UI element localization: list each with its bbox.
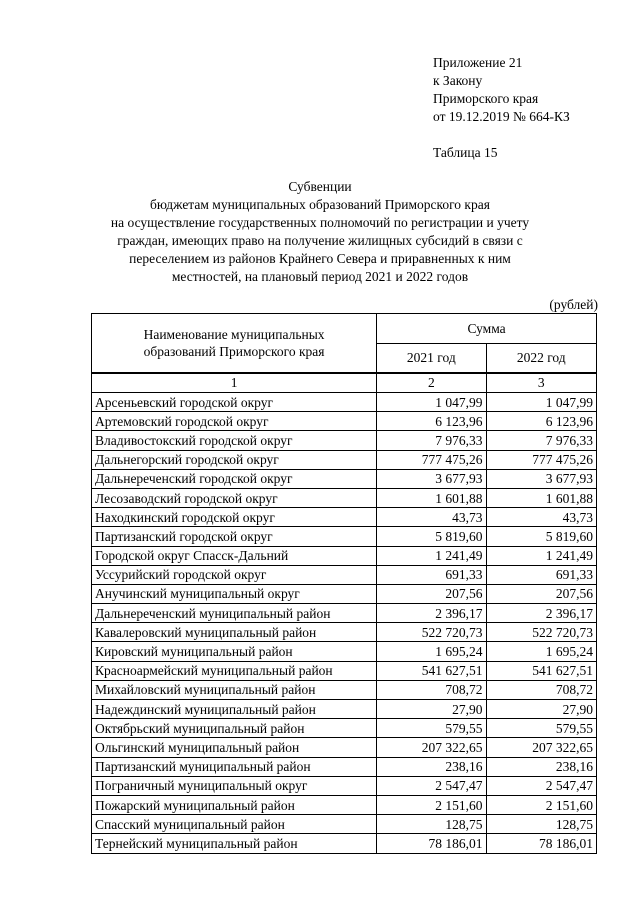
municipality-name-cell: Ольгинский муниципальный район xyxy=(92,738,377,757)
amount-2021-cell: 522 720,73 xyxy=(377,623,486,642)
amount-2021-cell: 43,73 xyxy=(377,508,486,527)
table-row xyxy=(92,565,597,584)
municipality-name-cell: Владивостокский городской округ xyxy=(92,431,377,450)
municipality-name-cell: Пограничный муниципальный округ xyxy=(92,776,377,795)
title-line-1: Субвенции xyxy=(288,179,352,194)
appendix-line-3: Приморского края xyxy=(433,91,539,106)
title-line-2: бюджетам муниципальных образований Приморского края xyxy=(150,197,490,212)
amount-2021-cell: 1 047,99 xyxy=(377,393,486,412)
amount-2022-cell: 5 819,60 xyxy=(486,527,596,546)
table-header xyxy=(92,314,597,374)
amount-2021-cell: 6 123,96 xyxy=(377,412,486,431)
table-row xyxy=(92,834,597,853)
title-line-3: на осуществление государственных полномочий по регистрации и учету xyxy=(110,215,530,230)
amount-2022-cell: 541 627,51 xyxy=(486,661,596,680)
header-sum-cell: Сумма xyxy=(377,314,597,344)
table-row xyxy=(92,680,597,699)
municipality-name-cell: Анучинский муниципальный округ xyxy=(92,584,377,603)
amount-2022-cell: 2 396,17 xyxy=(486,604,596,623)
municipality-name-cell: Дальнереченский муниципальный район xyxy=(92,604,377,623)
amount-2022-cell: 207 322,65 xyxy=(486,738,596,757)
amount-2021-cell: 777 475,26 xyxy=(377,450,486,469)
table-row xyxy=(92,431,597,450)
municipality-name-cell: Артемовский городской округ xyxy=(92,412,377,431)
amount-2021-cell: 207 322,65 xyxy=(377,738,486,757)
units-label: (рублей) xyxy=(549,297,598,312)
amount-2021-cell: 2 547,47 xyxy=(377,776,486,795)
amount-2022-cell: 128,75 xyxy=(486,815,596,834)
municipality-name-cell: Спасский муниципальный район xyxy=(92,815,377,834)
table-body xyxy=(92,393,597,854)
document-title xyxy=(60,178,580,286)
amount-2021-cell: 1 241,49 xyxy=(377,546,486,565)
amount-2021-cell: 1 695,24 xyxy=(377,642,486,661)
appendix-line-2: к Закону xyxy=(433,73,483,88)
column-number-1: 1 xyxy=(92,373,377,393)
column-numbers xyxy=(92,373,597,393)
amount-2022-cell: 777 475,26 xyxy=(486,450,596,469)
amount-2021-cell: 5 819,60 xyxy=(377,527,486,546)
amount-2021-cell: 579,55 xyxy=(377,719,486,738)
amount-2021-cell: 541 627,51 xyxy=(377,661,486,680)
amount-2021-cell: 2 396,17 xyxy=(377,604,486,623)
municipality-name-cell: Партизанский муниципальный район xyxy=(92,757,377,776)
municipality-name-cell: Красноармейский муниципальный район xyxy=(92,661,377,680)
header-year-2021: 2021 год xyxy=(377,344,486,374)
amount-2021-cell: 238,16 xyxy=(377,757,486,776)
table-row xyxy=(92,488,597,507)
column-number-3: 3 xyxy=(486,373,596,393)
municipality-name-cell: Пожарский муниципальный район xyxy=(92,795,377,814)
title-line-5: переселением из районов Крайнего Севера и приравненных к ним xyxy=(129,251,511,266)
amount-2021-cell: 27,90 xyxy=(377,700,486,719)
amount-2022-cell: 522 720,73 xyxy=(486,623,596,642)
amount-2022-cell: 207,56 xyxy=(486,584,596,603)
amount-2022-cell: 27,90 xyxy=(486,700,596,719)
municipality-name-cell: Октябрьский муниципальный район xyxy=(92,719,377,738)
table-row xyxy=(92,700,597,719)
table-row xyxy=(92,738,597,757)
municipality-name-cell: Уссурийский городской округ xyxy=(92,565,377,584)
table-row xyxy=(92,776,597,795)
table-row xyxy=(92,604,597,623)
column-number-2: 2 xyxy=(377,373,486,393)
municipality-name-cell: Тернейский муниципальный район xyxy=(92,834,377,853)
amount-2021-cell: 3 677,93 xyxy=(377,469,486,488)
table-row xyxy=(92,546,597,565)
appendix-block xyxy=(433,54,570,126)
header-row-1 xyxy=(92,314,597,344)
table-row xyxy=(92,719,597,738)
header-name-line-2: образований Приморского края xyxy=(143,344,325,359)
table-label: Таблица 15 xyxy=(433,145,498,160)
amount-2022-cell: 708,72 xyxy=(486,680,596,699)
municipality-name-cell: Арсеньевский городской округ xyxy=(92,393,377,412)
table-row xyxy=(92,393,597,412)
municipality-name-cell: Надеждинский муниципальный район xyxy=(92,700,377,719)
table-row xyxy=(92,527,597,546)
amount-2021-cell: 708,72 xyxy=(377,680,486,699)
table-row xyxy=(92,757,597,776)
municipality-name-cell: Кировский муниципальный район xyxy=(92,642,377,661)
amount-2021-cell: 1 601,88 xyxy=(377,488,486,507)
amount-2022-cell: 7 976,33 xyxy=(486,431,596,450)
municipality-name-cell: Городской округ Спасск-Дальний xyxy=(92,546,377,565)
amount-2022-cell: 1 695,24 xyxy=(486,642,596,661)
table-row xyxy=(92,642,597,661)
table-row xyxy=(92,795,597,814)
amount-2022-cell: 691,33 xyxy=(486,565,596,584)
amount-2022-cell: 6 123,96 xyxy=(486,412,596,431)
title-line-4: граждан, имеющих право на получение жилищных субсидий в связи с xyxy=(117,233,523,248)
amount-2022-cell: 78 186,01 xyxy=(486,834,596,853)
amount-2021-cell: 207,56 xyxy=(377,584,486,603)
municipality-name-cell: Кавалеровский муниципальный район xyxy=(92,623,377,642)
amount-2021-cell: 7 976,33 xyxy=(377,431,486,450)
amount-2022-cell: 2 547,47 xyxy=(486,776,596,795)
amount-2021-cell: 691,33 xyxy=(377,565,486,584)
amount-2022-cell: 1 047,99 xyxy=(486,393,596,412)
table-row xyxy=(92,508,597,527)
amount-2021-cell: 128,75 xyxy=(377,815,486,834)
header-name-line-1: Наименование муниципальных xyxy=(143,327,325,342)
table-row xyxy=(92,661,597,680)
amount-2022-cell: 3 677,93 xyxy=(486,469,596,488)
amount-2022-cell: 2 151,60 xyxy=(486,795,596,814)
appendix-line-1: Приложение 21 xyxy=(433,55,523,70)
subsidy-table xyxy=(91,313,597,854)
header-year-2022: 2022 год xyxy=(486,344,596,374)
municipality-name-cell: Михайловский муниципальный район xyxy=(92,680,377,699)
municipality-name-cell: Дальнереченский городской округ xyxy=(92,469,377,488)
amount-2022-cell: 43,73 xyxy=(486,508,596,527)
table-row xyxy=(92,815,597,834)
municipality-name-cell: Находкинский городской округ xyxy=(92,508,377,527)
amount-2022-cell: 579,55 xyxy=(486,719,596,738)
table-row xyxy=(92,469,597,488)
table-row xyxy=(92,623,597,642)
header-name-cell xyxy=(92,314,377,374)
municipality-name-cell: Лесозаводский городской округ xyxy=(92,488,377,507)
amount-2021-cell: 2 151,60 xyxy=(377,795,486,814)
table-row xyxy=(92,584,597,603)
amount-2022-cell: 1 601,88 xyxy=(486,488,596,507)
table-row xyxy=(92,450,597,469)
amount-2022-cell: 1 241,49 xyxy=(486,546,596,565)
municipality-name-cell: Партизанский городской округ xyxy=(92,527,377,546)
appendix-line-4: от 19.12.2019 № 664-КЗ xyxy=(433,109,570,124)
title-line-6: местностей, на плановый период 2021 и 2022 годов xyxy=(171,269,469,284)
amount-2021-cell: 78 186,01 xyxy=(377,834,486,853)
column-number-row xyxy=(92,373,597,393)
municipality-name-cell: Дальнегорский городской округ xyxy=(92,450,377,469)
table-row xyxy=(92,412,597,431)
amount-2022-cell: 238,16 xyxy=(486,757,596,776)
